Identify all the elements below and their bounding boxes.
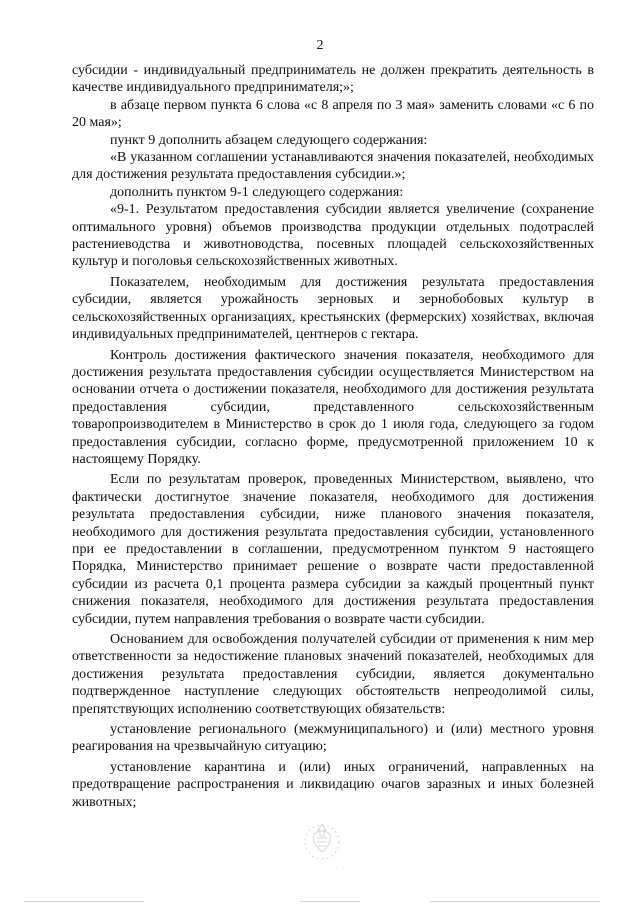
document-body [72, 62, 594, 811]
scan-edge-line [430, 901, 600, 902]
paragraph: установление регионального (межмуниципального) и (или) местного уровня реагирования на чрезвычайную ситуацию; [72, 722, 594, 755]
paragraph: «В указанном соглашении устанавливаются значения показателей, необходимых для достижения результата предоставления субсидии.»; [72, 150, 594, 183]
paragraph: субсидии - индивидуальный предприниматель не должен прекратить деятельность в качестве индивидуального предпринимателя;»; [72, 63, 594, 96]
paragraph: в абзаце первом пункта 6 слова «с 8 апреля по 3 мая» заменить словами «с 6 по 20 мая»; [72, 97, 594, 131]
paragraph: Показателем, необходимым для достижения результата предоставления субсидии, является урожайность зерновых и зернобобовых культур в сельскохозяйственных организациях, крестьянских (фермерских) хозяйствах, включая индивидуальных предпринимателей, центнеров с гектара. [72, 274, 594, 343]
page-number: 2 [316, 38, 324, 53]
paragraph: Основанием для освобождения получателей субсидии от применения к ним мер ответственности за недостижение плановых значений показателей, необходимых для достижения результата предоставления субсидии, является документально подтвержденное наступление следующих обстоятельств непреодолимой силы, препятствующих исполнению соответствующих обязательств: [72, 632, 594, 717]
paragraph: установление карантина и (или) иных ограничений, направленных на предотвращение распространения и ликвидацию очагов заразных и иных болезней животных; [72, 759, 594, 810]
paragraph: пункт 9 дополнить абзацем следующего содержания: [110, 132, 428, 148]
paragraph: Контроль достижения фактического значения показателя, необходимого для достижения результата предоставления субсидии осуществляется Министерством на основании отчета о достижении показателя, необходимого для достижения результата предоставления субсидии, представленного сельскохозяйственным товаропроизводителем в Министерство в срок до 1 июля года, следующего за годом предоставления субсидии, согласно форме, предусмотренной приложением 10 к настоящему Порядку. [72, 347, 594, 467]
faint-seal-caption: · · · · · · [305, 866, 347, 872]
scan-edge-line [300, 901, 360, 902]
paragraph: дополнить пунктом 9-1 следующего содержания: [110, 184, 404, 200]
faint-seal-mark [300, 818, 344, 862]
scan-edge-line [24, 901, 144, 902]
paragraph: Если по результатам проверок, проведенных Министерством, выявлено, что фактически достигнутое значение показателя, необходимого для достижения результата предоставления субсидии, ниже планового значения показателя, необходимого для достижения результата предоставления субсидии, установленного при ее предоставлении в соглашении, предусмотренном пунктом 9 настоящего Порядка, Министерство принимает решение о возврате части предоставленной субсидии из расчета 0,1 процента размера субсидии за каждый процентный пункт снижения показателя, необходимого для достижения результата предоставления субсидии, путем направления требования о возврате части субсидии. [72, 472, 594, 627]
paragraph: «9-1. Результатом предоставления субсидии является увеличение (сохранение оптимального уровня) объемов производства продукции отдельных подотраслей растениеводства и животноводства, посевных площадей сельскохозяйственных культур и поголовья сельскохозяйственных животных. [72, 202, 594, 270]
